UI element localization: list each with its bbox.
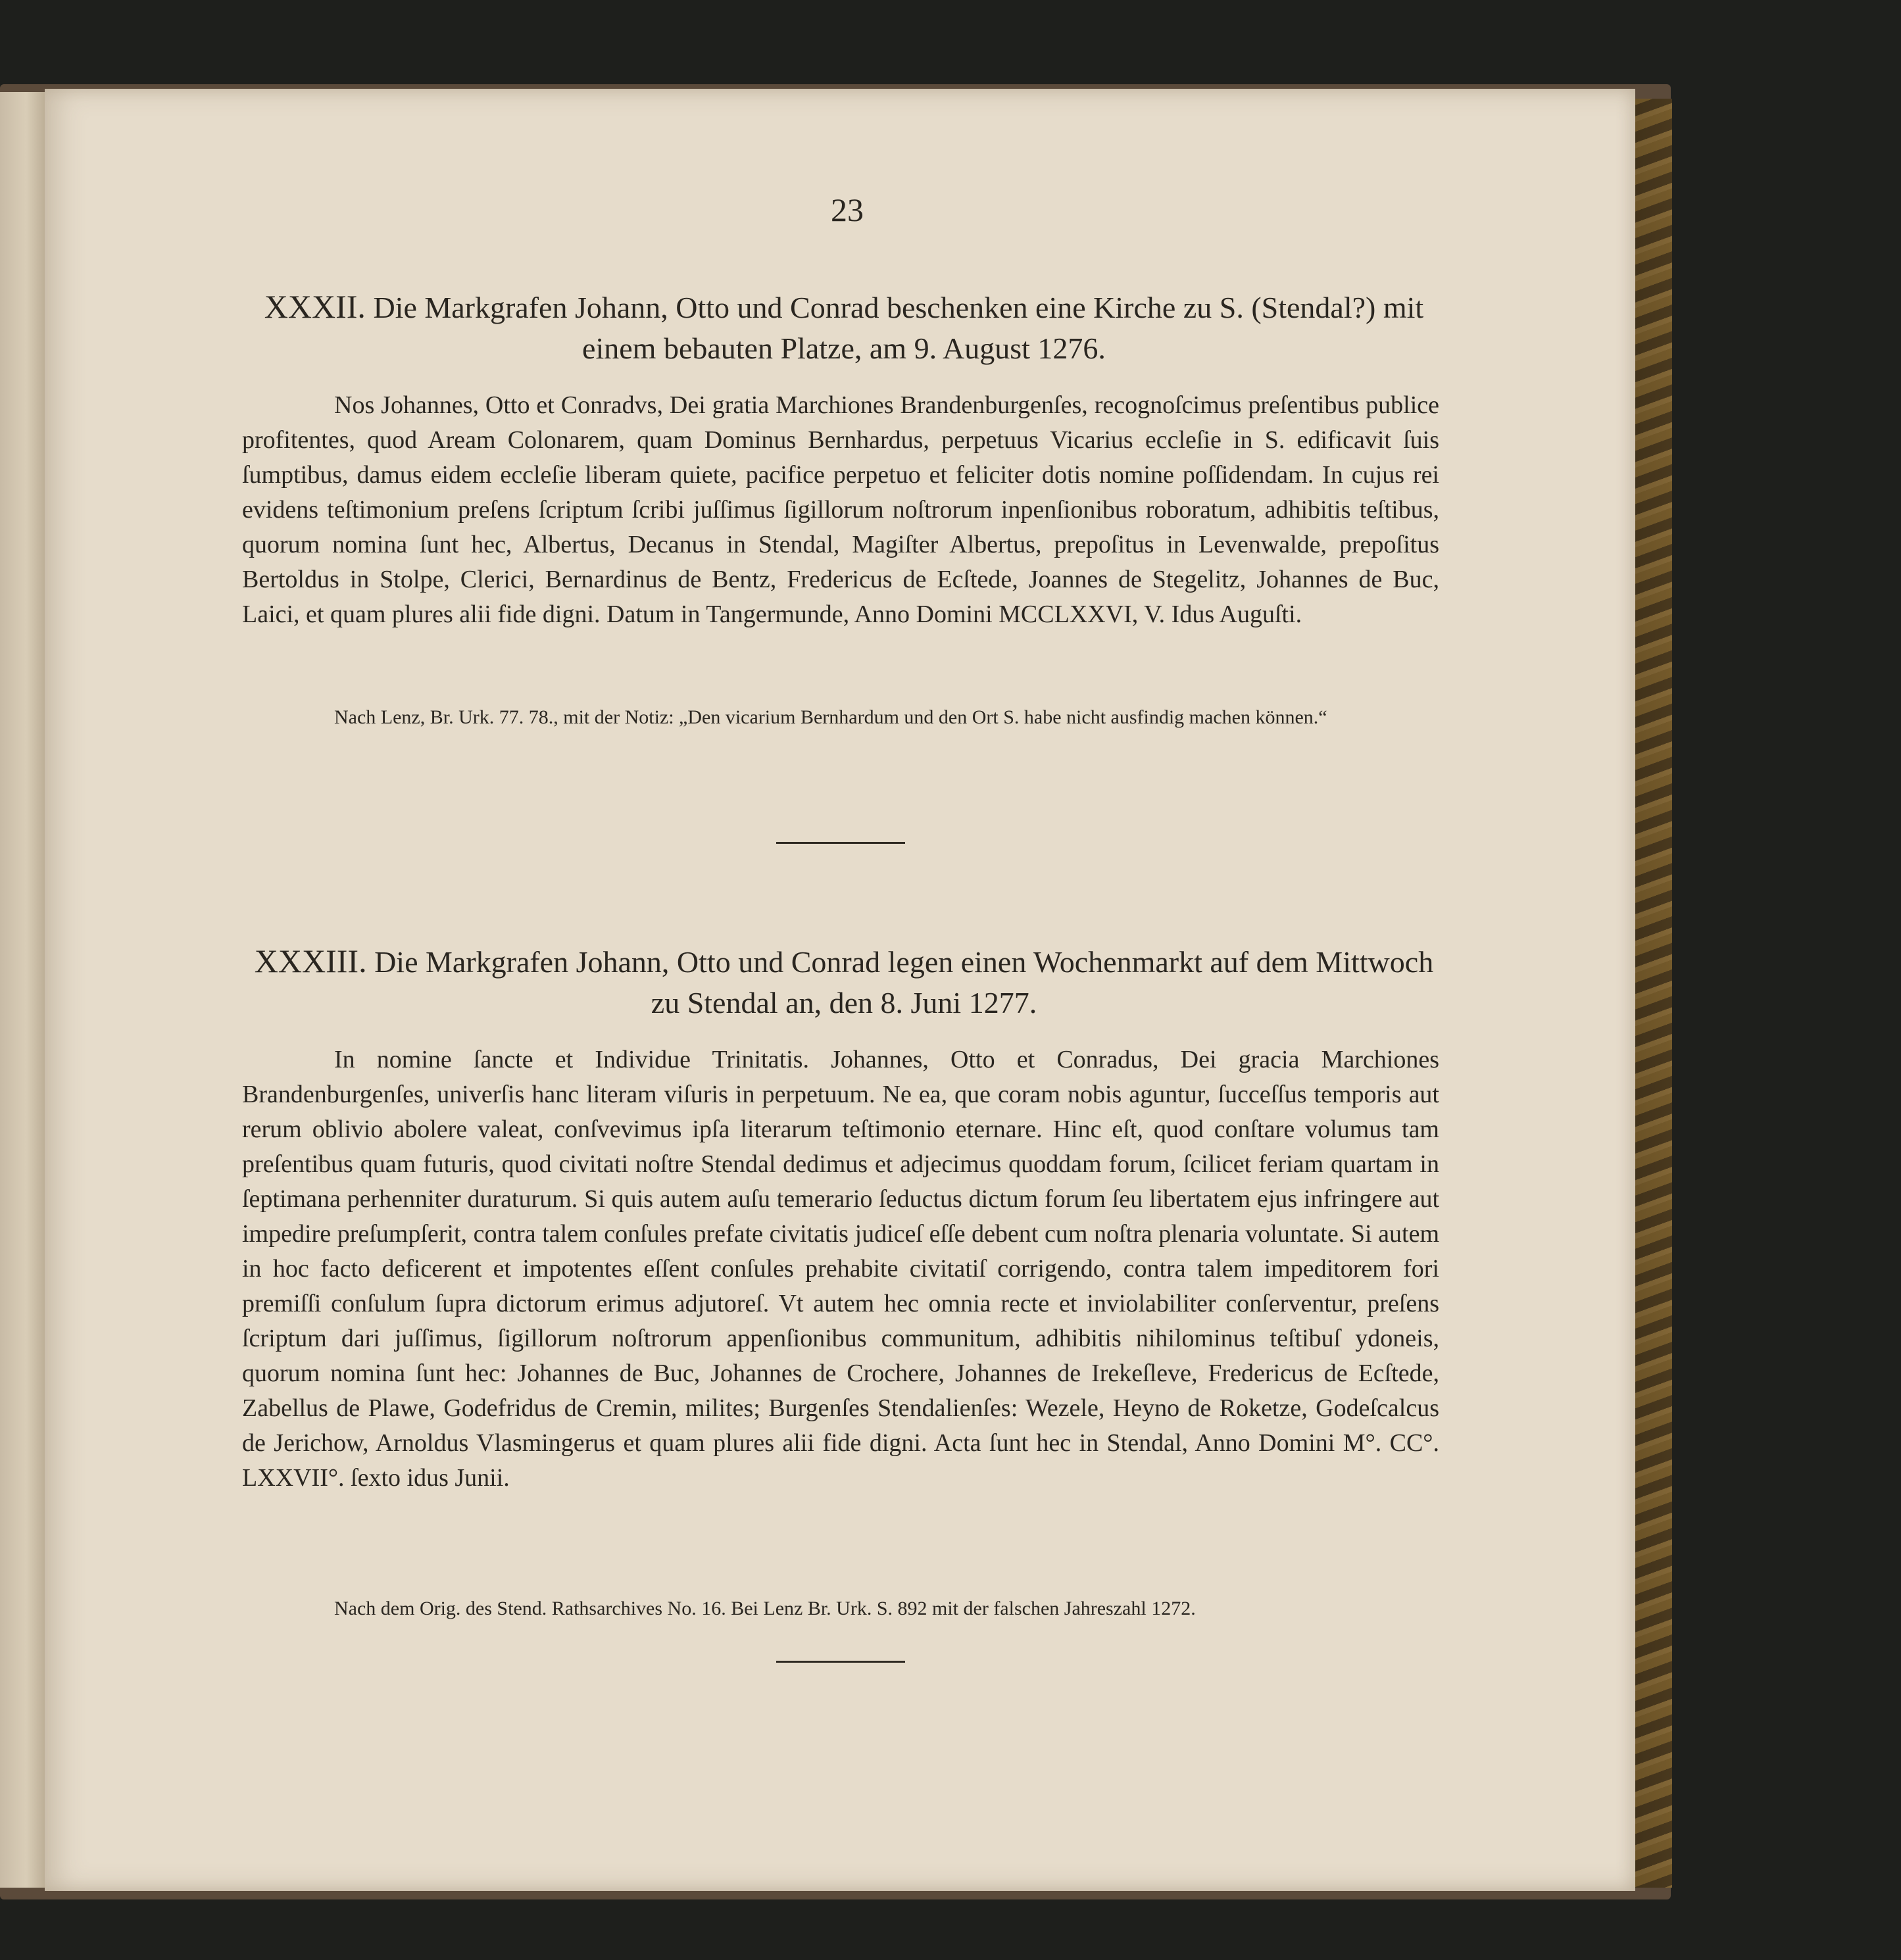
left-page-edge [0,92,47,1888]
section-32-number: XXXII. [264,288,366,325]
section-divider [776,842,905,844]
section-33-heading [242,941,1446,1023]
bottom-divider [776,1661,905,1663]
section-32-heading [242,286,1446,369]
section-32-note: Nach Lenz, Br. Urk. 77. 78., mit der Notiz: „Den vicarium Bernhardum und den Ort S. habe nicht ausfindig machen können.“ [334,706,1327,728]
section-33-note: Nach dem Orig. des Stend. Rathsarchives No. 16. Bei Lenz Br. Urk. S. 892 mit der falschen Jahreszahl 1272. [334,1598,1196,1619]
section-32-title: Die Markgrafen Johann, Otto und Conrad beschenken eine Kirche zu S. (Stendal?) mit einem bebauten Platze, am 9. August 1276. [373,291,1424,365]
section-33-title: Die Markgrafen Johann, Otto und Conrad legen einen Wochenmarkt auf dem Mittwoch zu Stendal an, den 8. Juni 1277. [374,945,1434,1019]
page-number: 23 [831,191,864,228]
section-32-text: Nos Johannes, Otto et Conradvs, Dei gratia Marchiones Brandenburgenſes, recognoſcimus preſentibus publice profitentes, quod Aream Colonarem, quam Dominus Bernhardus, perpetuus Vicarius eccleſie in S. edificavit ſuis ſumptibus, damus eidem eccleſie liberam quiete, pacifice perpetuo et feliciter dotis nomine poſſidendam. In cujus rei evidens teſtimonium preſens ſcriptum ſcribi juſſimus ſigillorum noſtrorum inpenſionibus roboratum, adhibitis teſtibus, quorum nomina ſunt hec, Albertus, Decanus in Stendal, Magiſter Albertus, prepoſitus in Levenwalde, prepoſitus Bertoldus in Stolpe, Clerici, Bernardinus de Bentz, Fredericus de Ecſtede, Joannes de Stegelitz, Johannes de Buc, Laici, et quam plures alii fide digni. Datum in Tangermunde, Anno Domini MCCLXXVI, V. Idus Auguſti. [242,391,1439,628]
document-page [45,89,1635,1891]
section-33-number: XXXIII. [254,943,367,979]
section-33-text: In nomine ſancte et Individue Trinitatis. Johannes, Otto et Conradus, Dei gracia Marchiones Brandenburgenſes, univerſis hanc literam viſuris in perpetuum. Ne ea, que coram nobis aguntur, ſucceſſus temporis aut rerum oblivio abolere valeat, conſvevimus ipſa literarum teſtimonio eternare. Hinc eſt, quod conſtare volumus tam preſentibus quam futuris, quod civitati noſtre Stendal dedimus et adjecimus quoddam forum, ſcilicet feriam quartam in ſeptimana perhenniter duraturum. Si quis autem auſu temerario ſeductus dictum forum ſeu libertatem ejus infringere aut impedire preſumpſerit, contra talem conſules prefate civitatis judiceſ eſſe debent cum noſtra plenaria voluntate. Si autem in hoc facto deficerent et impotentes eſſent conſules prehabite civitatiſ corrigendo, contra talem impeditorem fori premiſſi conſulum ſupra dictorum erimus adjutoreſ. Vt autem hec omnia recte et inviolabiliter conſerventur, preſens ſcriptum dari juſſimus, ſigillorum noſtrorum appenſionibus communitum, adhibitis nihilominus teſtibuſ ydoneis, quorum nomina ſunt hec: Johannes de Buc, Johannes de Crochere, Johannes de Irekeſleve, Fredericus de Ecſtede, Zabellus de Plawe, Godefridus de Cremin, milites; Burgenſes Stendalienſes: Wezele, Heyno de Roketze, Godeſcalcus de Jerichow, Arnoldus Vlasmingerus et quam plures alii fide digni. Acta ſunt hec in Stendal, Anno Domini M°. CC°. LXXVII°. ſexto idus Junii. [242,1046,1439,1492]
